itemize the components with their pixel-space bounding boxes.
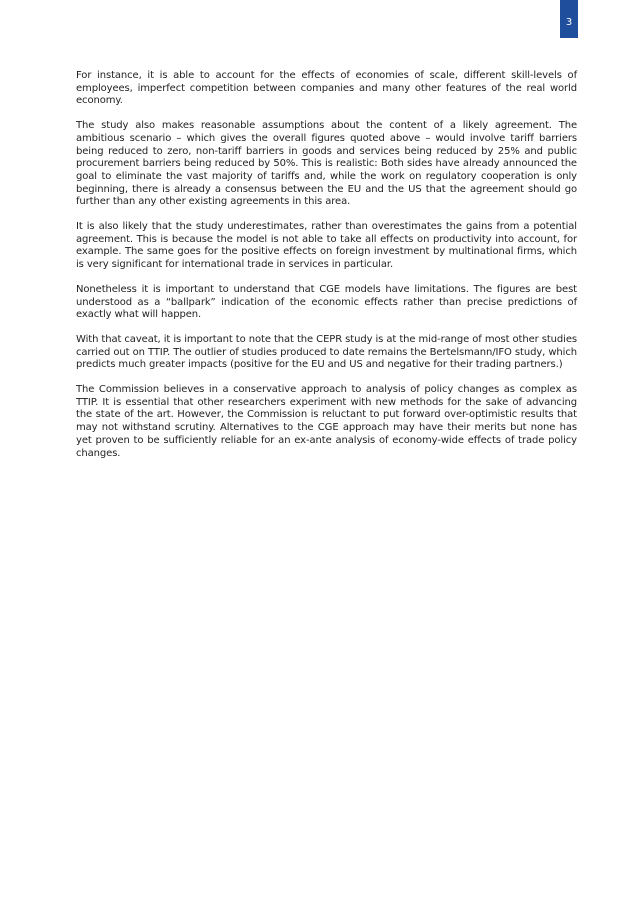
paragraph-study-assumptions: The study also makes reasonable assumptions about the content of a likely agreement. The ambitious scenario – which gives the overall figures quoted above – would involve tariff barriers being reduced to zero, non-tariff barriers in goods and services being reduced by 25% and public procurement barriers being reduced by 50%. This is realistic: Both sides have already announced the goal to eliminate the vast majority of tariffs and, while the work on regulatory cooperation is only beginning, there is already a consensus between the EU and the US that the agreement should go further than any other existing agreements in this area. [76,120,577,208]
page-number-tab [560,0,578,38]
paragraph-economies-of-scale: For instance, it is able to account for the effects of economies of scale, different skill-levels of employees, imperfect competition between companies and many other features of the real world economy. [76,70,577,107]
paragraph-commission-approach: The Commission believes in a conservative approach to analysis of policy changes as complex as TTIP. It is essential that other researchers experiment with new methods for the sake of advancing the state of the art. However, the Commission is reluctant to put forward over-optimistic results that may not withstand scrutiny. Alternatives to the CGE approach may have their merits but none has yet proven to be sufficiently reliable for an ex-ante analysis of economy-wide effects of trade policy changes. [76,384,577,459]
page-number: 3 [565,17,573,28]
document-body [76,70,577,472]
paragraph-underestimates-gains: It is also likely that the study underestimates, rather than overestimates the gains from a potential agreement. This is because the model is not able to take all effects on productivity into account, for example. The same goes for the positive effects on foreign investment by multinational firms, which is very significant for international trade in services in particular. [76,221,577,271]
paragraph-cepr-comparison: With that caveat, it is important to note that the CEPR study is at the mid-range of most other studies carried out on TTIP. The outlier of studies produced to date remains the Bertelsmann/IFO study, which predicts much greater impacts (positive for the EU and US and negative for their trading partners.) [76,333,577,371]
paragraph-cge-limitations: Nonetheless it is important to understand that CGE models have limitations. The figures are best understood as a “ballpark” indication of the economic effects rather than precise predictions of exactly what will happen. [76,283,577,321]
